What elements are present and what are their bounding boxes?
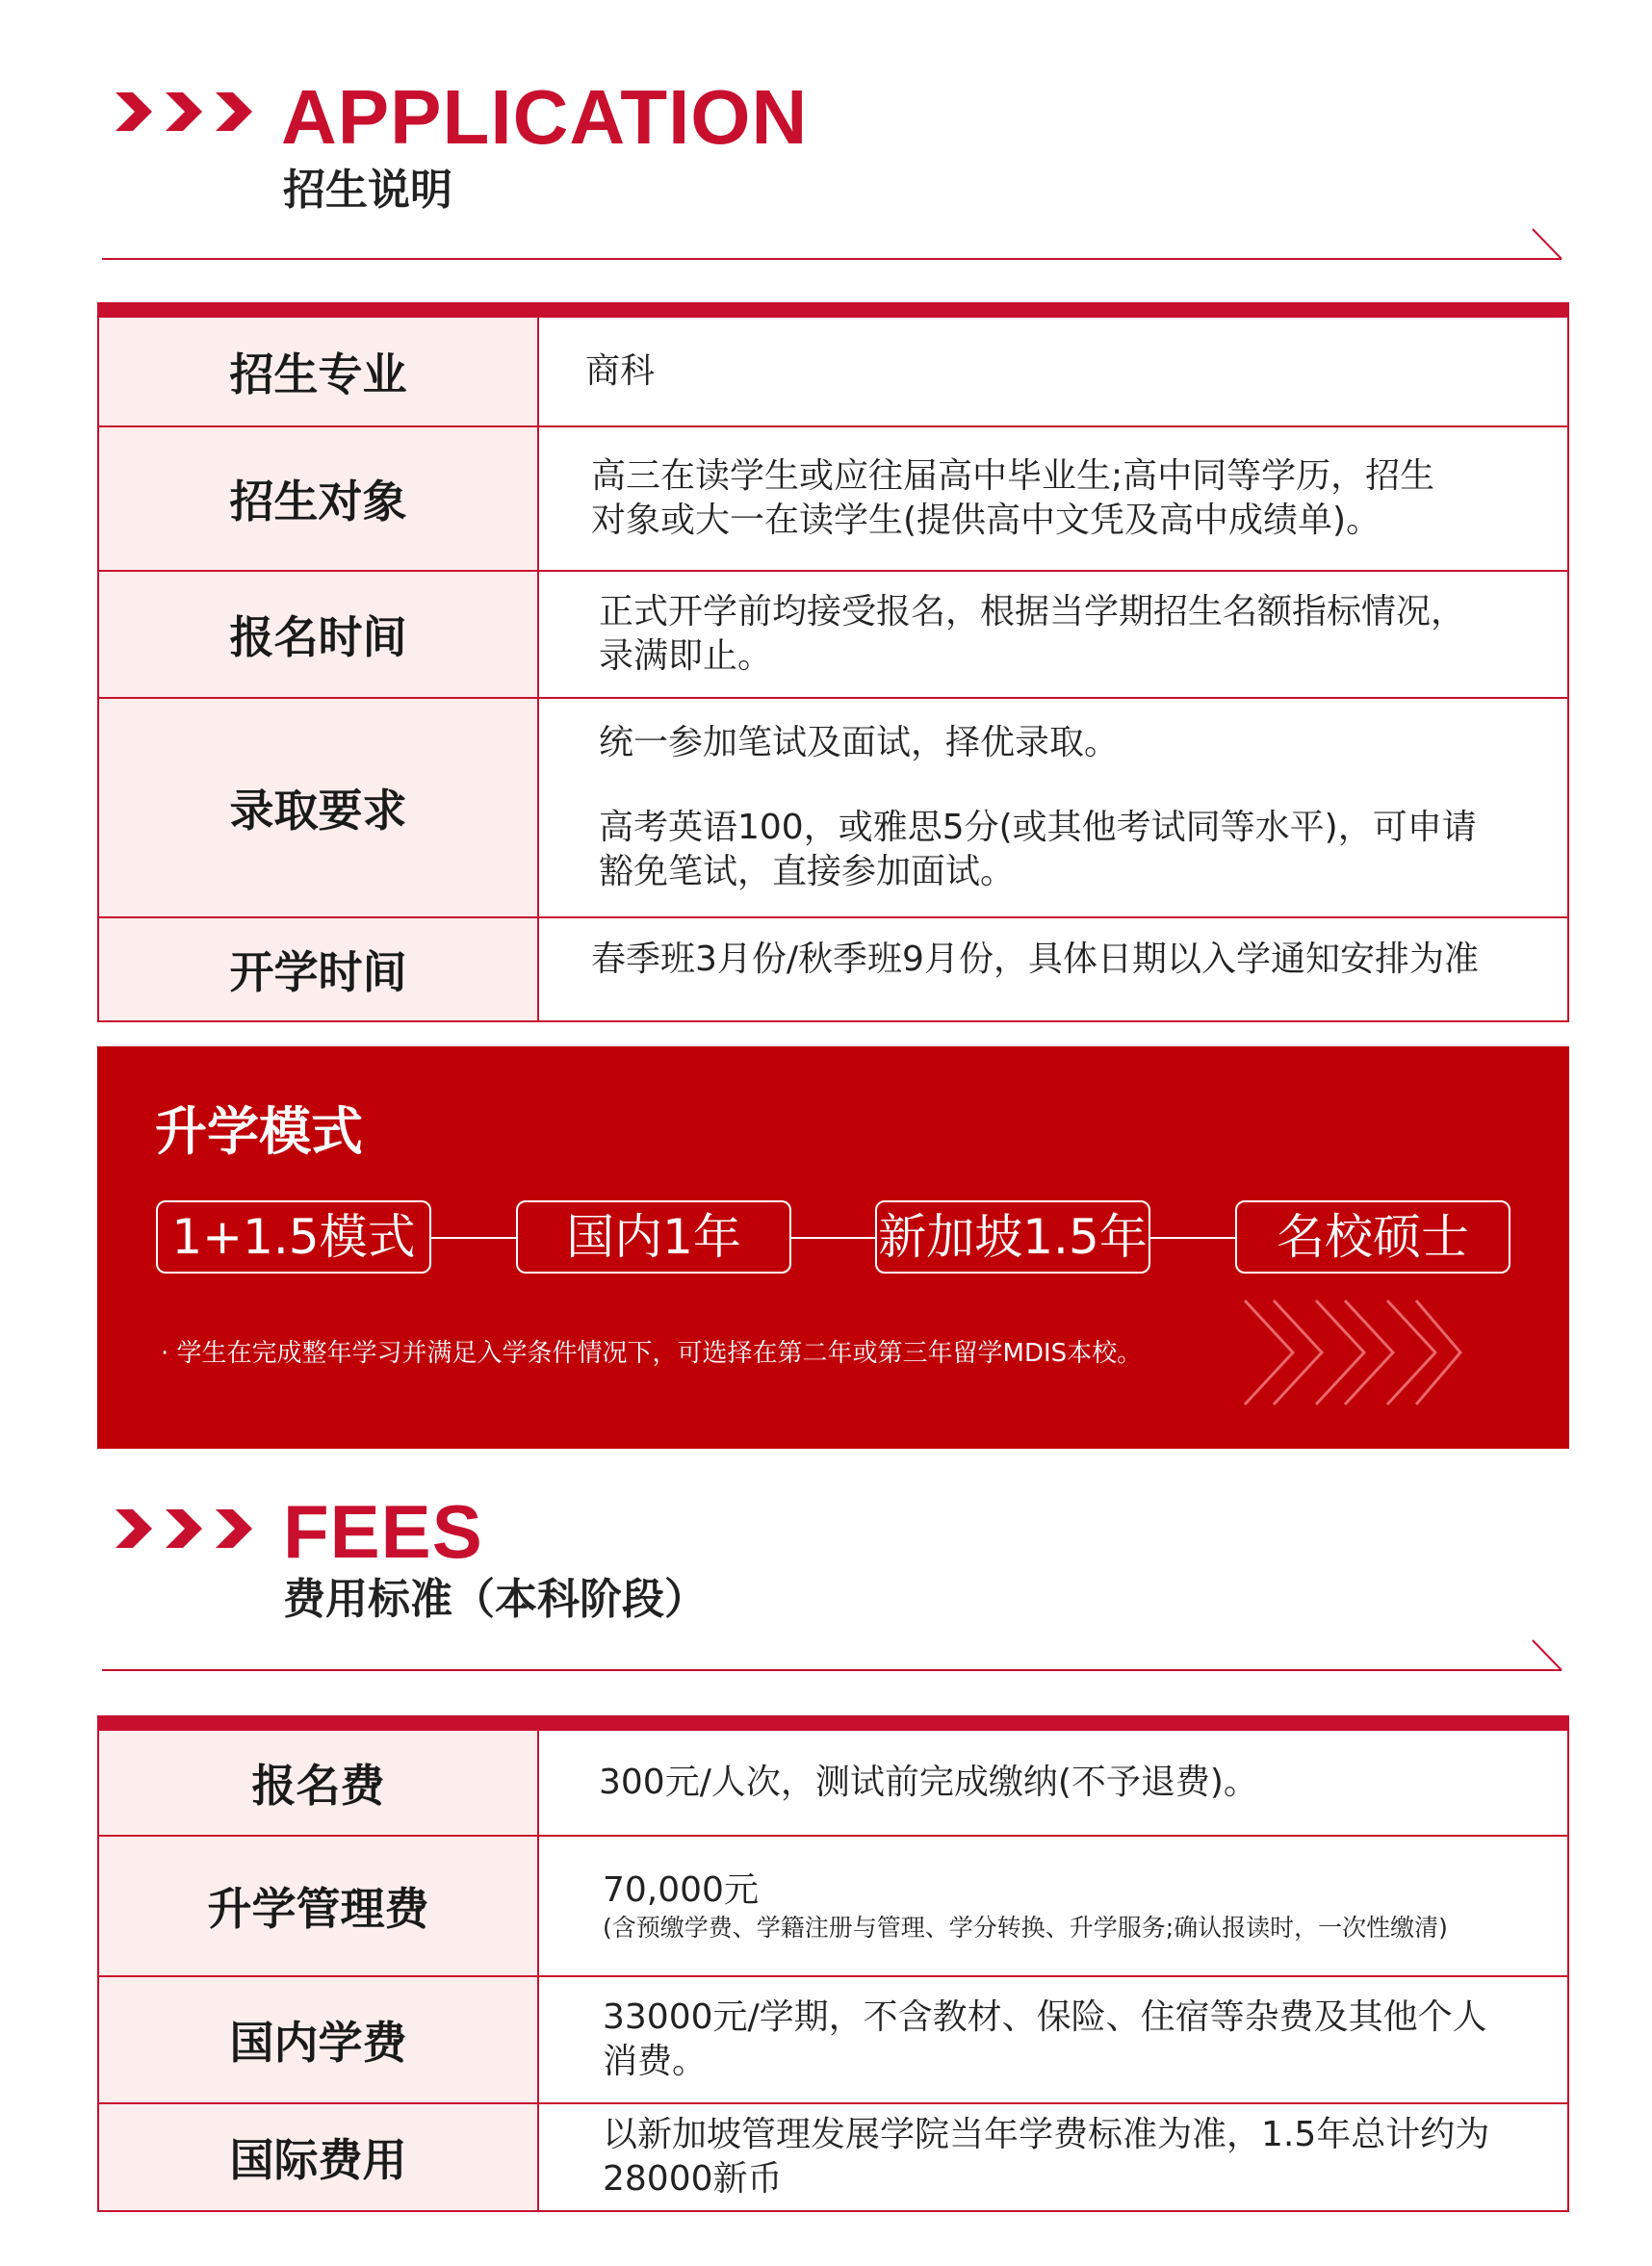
row-label: 升学管理费	[98, 1836, 538, 1976]
table-row	[98, 571, 1568, 698]
pathway-step-3: 新加坡1.5年	[875, 1200, 1150, 1274]
application-title: APPLICATION	[281, 74, 809, 160]
row-value	[538, 571, 1568, 698]
row-label: 招生对象	[98, 426, 538, 571]
row-label: 报名费	[98, 1730, 538, 1836]
row-value	[538, 1730, 1568, 1836]
value-line: 以新加坡管理发展学院当年学费标准为准，1.5年总计约为	[603, 2114, 1490, 2154]
table-row	[98, 917, 1568, 1021]
row-label: 开学时间	[98, 917, 538, 1021]
table-row	[98, 426, 1568, 571]
value-line: 豁免笔试，直接参加面试。	[599, 852, 1016, 892]
row-value	[538, 698, 1568, 917]
value-line: 对象或大一在读学生(提供高中文凭及高中成绩单)。	[591, 501, 1381, 540]
row-label: 国内学费	[98, 1976, 538, 2103]
table-row	[98, 1730, 1568, 1836]
section-divider	[102, 225, 1567, 264]
table-row	[98, 1836, 1568, 1976]
row-value	[538, 2103, 1568, 2211]
fees-title: FEES	[283, 1489, 483, 1574]
fees-table	[97, 1715, 1569, 2212]
pathway-title: 升学模式	[155, 1101, 363, 1162]
value-line: 统一参加笔试及面试，择优录取。	[599, 722, 1120, 762]
row-label: 录取要求	[98, 698, 538, 917]
value-line: 春季班3月份/秋季班9月份，具体日期以入学通知安排为准	[591, 940, 1479, 979]
value-line: 28000新币	[603, 2159, 783, 2199]
table-row	[98, 2103, 1568, 2211]
table-row	[98, 698, 1568, 917]
pathway-banner	[97, 1046, 1569, 1449]
triple-chevron-icon	[116, 1509, 260, 1548]
value-line: 高三在读学生或应往届高中毕业生;高中同等学历，招生	[591, 455, 1435, 496]
value-line: 录满即止。	[599, 636, 773, 676]
row-value	[538, 917, 1568, 1021]
value-note: (含预缴学费、学籍注册与管理、学分转换、升学服务;确认报读时，一次性缴清)	[603, 1913, 1448, 1942]
pathway-note: · 学生在完成整年学习并满足入学条件情况下，可选择在第二年或第三年留学MDIS本校。	[161, 1339, 1143, 1368]
chevron-arrows-icon	[1243, 1299, 1464, 1406]
step-connector	[431, 1237, 516, 1239]
section-divider	[102, 1636, 1567, 1675]
row-value	[538, 317, 1568, 426]
fees-subtitle: 费用标准（本科阶段）	[283, 1575, 707, 1624]
triple-chevron-icon	[116, 92, 260, 131]
row-value	[538, 426, 1568, 571]
value-line: 300元/人次，测试前完成缴纳(不予退费)。	[599, 1762, 1258, 1802]
row-value	[538, 1836, 1568, 1976]
step-connector	[1150, 1237, 1235, 1239]
value-line: 正式开学前均接受报名，根据当学期招生名额指标情况，	[599, 591, 1466, 631]
pathway-step-2: 国内1年	[516, 1200, 791, 1274]
pathway-step-4: 名校硕士	[1235, 1200, 1510, 1274]
step-connector	[791, 1237, 875, 1239]
value-line: 高考英语100，或雅思5分(或其他考试同等水平)，可申请	[599, 807, 1477, 847]
pathway-step-1: 1+1.5模式	[156, 1200, 431, 1274]
row-value	[538, 1976, 1568, 2103]
row-label: 报名时间	[98, 571, 538, 698]
value-line: 33000元/学期，不含教材、保险、住宿等杂费及其他个人	[603, 1996, 1487, 2037]
table-row	[98, 1976, 1568, 2103]
value-line: 消费。	[603, 2042, 708, 2081]
row-label: 招生专业	[98, 317, 538, 426]
row-label: 国际费用	[98, 2103, 538, 2211]
table-row	[98, 317, 1568, 426]
application-table	[97, 302, 1569, 1022]
value-line: 商科	[585, 350, 656, 391]
value-line: 70,000元	[603, 1869, 759, 1910]
application-subtitle: 招生说明	[283, 166, 452, 215]
